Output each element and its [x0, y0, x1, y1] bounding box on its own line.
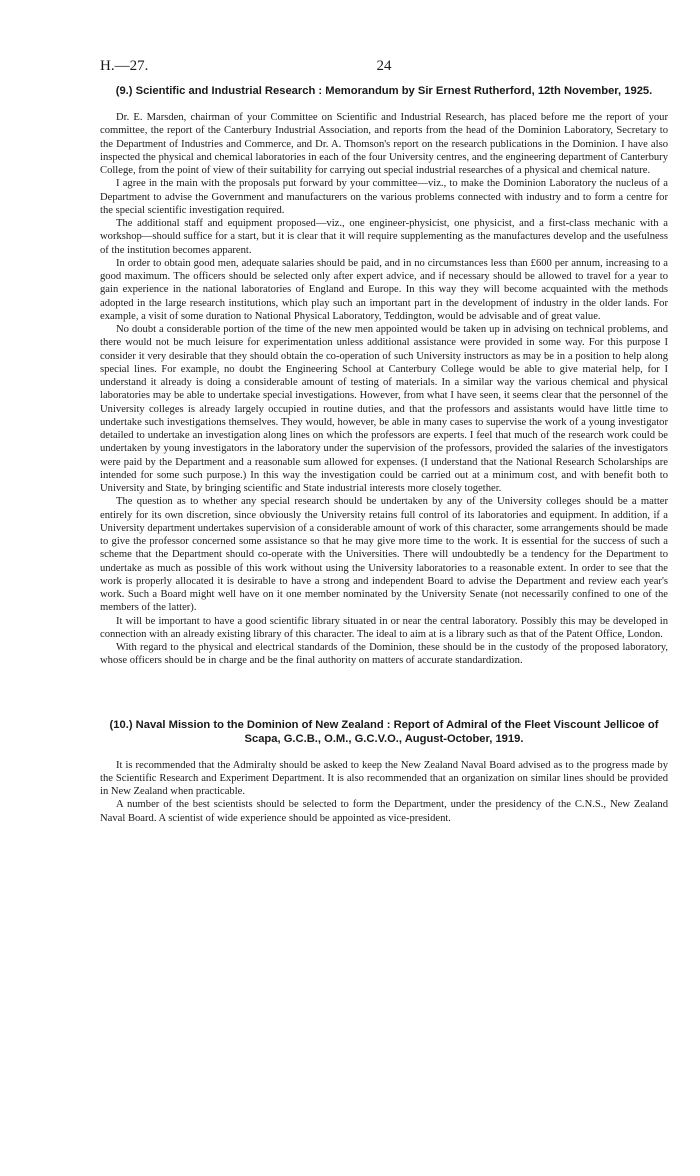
paragraph: No doubt a considerable portion of the time of the new men appointed would be taken up in advising on technical problems, and there would not be much leisure for experimentation unless additional assistance were provided in some way. For this purpose I consider it very desirable that they should obtain the co-operation of such University instructors as may be in a position to help along special lines. For example, no doubt the Engineering School at Canterbury College would be able to give material help, for I understand it already is doing a considerable amount of testing of materials. In a similar way the various chemical and physical laboratories may be able to undertake special investigations. However, from what I have seen, it seems clear that the personnel of the University colleges is already largely occupied in routine duties, and that the professors and assistants would have little time to undertake such investigations themselves. They would, however, be able in many cases to supervise the work of a young investigator detailed to undertake an investigation along lines on which the professors are experts. I feel that much of the research work could be undertaken by young investigators in the laboratory under the supervision of the professors, provided the salaries of the investigators were paid by the Department and a reasonable sum allowed for expenses. (I understand that the National Research Scholarships are intended for some such purpose.) In this way the investigation could be carried out at a minimum cost, and with benefit both to University and State, by bringing scientific and State industrial interests more closely together. [100, 324, 668, 494]
running-header [100, 58, 668, 82]
paragraph: The question as to whether any special research should be undertaken by any of the University colleges should be a matter entirely for its own discretion, since obviously the University retains full control of its laboratories and equipment. In addition, if a University department undertakes supervision of a considerable amount of work of this character, some arrangements should be made to give the professor concerned some assistance so that he may give more time to the work. It is essential for the success of such a scheme that the Department should co-operate with the Universities. There will undoubtedly be a tendency for the Department to undertake as much as possible of this work without using the University laboratories to a reasonable extent. In order to see that the work is properly allocated it is desirable to have a strong and independent Board to advise the Department and review each year's work. Such a Board might well have on it one member nominated by the University Senate (not necessarily confined to one of the members of the latter). [100, 496, 668, 614]
paragraph: The additional staff and equipment proposed—viz., one engineer-physicist, one physicist, and a first-class mechanic with a workshop—should suffice for a start, but it is clear that it will require supplementing as the manufactures develop and the usefulness of the institution becomes apparent. [100, 218, 668, 256]
document-page [100, 58, 668, 825]
paragraph: It is recommended that the Admiralty should be asked to keep the New Zealand Naval Board advised as to the progress made by the Scientific Research and Experiment Department. It is also recommended that an organization on similar lines should be provided in New Zealand when practicable. [100, 759, 668, 797]
document-reference: H.—27. [100, 58, 149, 74]
paragraph: Dr. E. Marsden, chairman of your Committee on Scientific and Industrial Research, has placed before me the report of your committee, the report of the Canterbury Industrial Association, and reports from the head of the Dominion Laboratory, Secretary to the Department of Industries and Commerce, and Dr. A. Thomson's report on the research publications in the Dominion. I have also inspected the physical and chemical laboratories in each of the four University centres, and the engineering department of Canterbury College, from the point of view of their suitability for carrying out special industrial researches of a physical and chemical nature. [100, 112, 668, 176]
section-body-naval-mission [100, 759, 668, 825]
paragraph: With regard to the physical and electrical standards of the Dominion, these should be in the custody of the proposed laboratory, whose officers should be in charge and be the final authority on matters of accurate standardization. [100, 642, 668, 667]
paragraph: A number of the best scientists should be selected to form the Department, under the presidency of the C.N.S., New Zealand Naval Board. A scientist of wide experience should be appointed as vice-president. [100, 799, 668, 824]
paragraph: It will be important to have a good scientific library situated in or near the central laboratory. Possibly this may be developed in connection with an already existing library of this character. The ideal to aim at is a library such as that of the Patent Office, London. [100, 615, 668, 640]
section-body-rutherford-memo [100, 111, 668, 668]
section-heading-rutherford-memo: (9.) Scientific and Industrial Research : Memorandum by Sir Ernest Rutherford, 12th November, 1925. [115, 85, 653, 97]
paragraph: I agree in the main with the proposals put forward by your committee—viz., to make the Dominion Laboratory the nucleus of a Department to advise the Government and manufacturers on the various problems connected with industry and to form a centre for the special scientific investigation required. [100, 178, 668, 216]
paragraph: In order to obtain good men, adequate salaries should be paid, and in no circumstances less than £600 per annum, increasing to a good maximum. The officers should be selected only after expert advice, and if necessary should be allowed to travel for a year to gain experience in the national laboratories of England and Europe. In this way they will become acquainted with the methods adopted in the large research institutions, which play such an important part in the development of industry in the older lands. For example, a visit of some duration to National Physical Laboratory, Teddington, would be advisable and of great value. [100, 257, 668, 322]
page-number: 24 [376, 58, 392, 74]
section-heading-naval-mission: (10.) Naval Mission to the Dominion of New Zealand : Report of Admiral of the Fleet Viscount Jellicoe of Scapa, G.C.B., O.M., G.C.V.O., August-October, 1919. [109, 718, 659, 745]
